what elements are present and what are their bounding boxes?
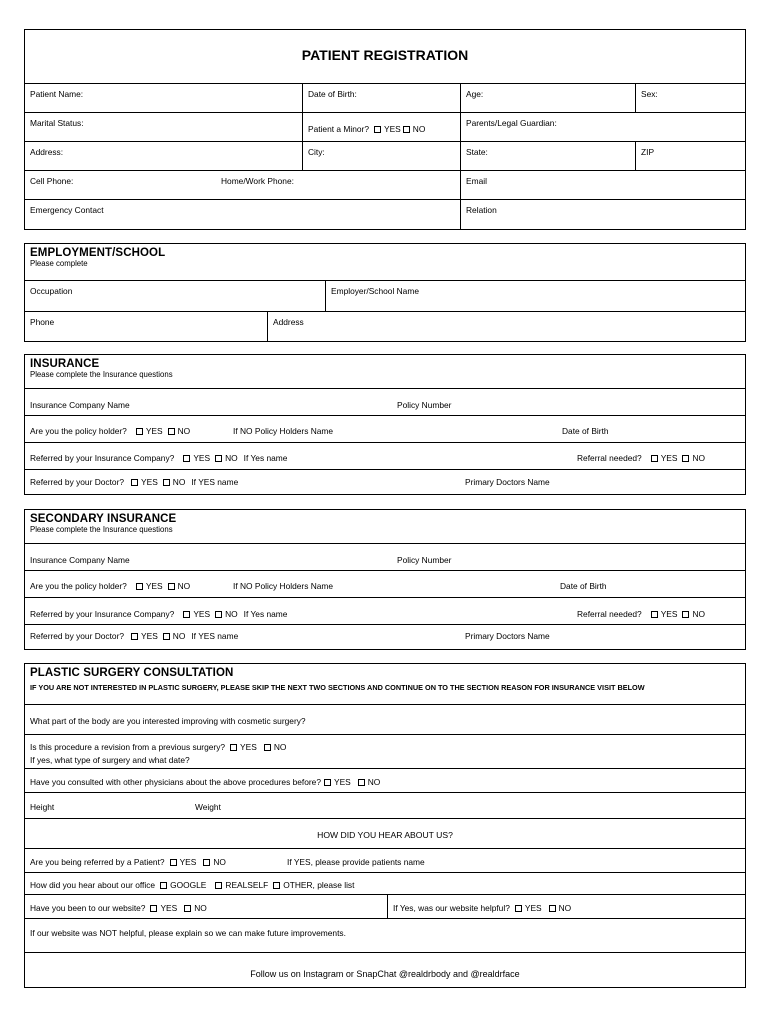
sec-ref-ins-no-checkbox[interactable] bbox=[215, 611, 222, 618]
revision-yes-checkbox[interactable] bbox=[230, 744, 237, 751]
state-field[interactable]: State: bbox=[460, 142, 635, 170]
ref-doc-yes-checkbox[interactable] bbox=[131, 479, 138, 486]
employer-field[interactable]: Employer/School Name bbox=[325, 281, 745, 311]
ref-doc-no-checkbox[interactable] bbox=[163, 479, 170, 486]
age-field[interactable]: Age: bbox=[460, 84, 635, 112]
realself-checkbox[interactable] bbox=[215, 882, 222, 889]
section-title: EMPLOYMENT/SCHOOL bbox=[30, 247, 166, 259]
other-checkbox[interactable] bbox=[273, 882, 280, 889]
sec-referral-no-checkbox[interactable] bbox=[682, 611, 689, 618]
ref-patient-yes-checkbox[interactable] bbox=[170, 859, 177, 866]
row-sec-referred: Referred by your Insurance Company? YES NO If Yes name Referral needed? YES NO bbox=[25, 597, 745, 624]
row-consulted: Have you consulted with other physicians about the above procedures before? YES NO bbox=[25, 768, 745, 792]
row-sec-doctor: Referred by your Doctor? YES NO If YES name Primary Doctors Name bbox=[25, 624, 745, 650]
section-subtitle: Please complete the Insurance questions bbox=[30, 370, 173, 379]
marital-status-field[interactable]: Marital Status: bbox=[30, 118, 84, 128]
sec-holder-yes-checkbox[interactable] bbox=[136, 583, 143, 590]
row-address bbox=[25, 141, 745, 170]
section-title: SECONDARY INSURANCE bbox=[30, 513, 177, 525]
row-name bbox=[25, 83, 745, 112]
consulted-yes-checkbox[interactable] bbox=[324, 779, 331, 786]
insurance-header bbox=[25, 355, 745, 388]
revision-no-checkbox[interactable] bbox=[264, 744, 271, 751]
holder-dob-label: Date of Birth bbox=[562, 426, 609, 436]
email-field[interactable]: Email bbox=[460, 171, 745, 199]
section-subtitle: Please complete the Insurance questions bbox=[30, 525, 173, 534]
row-phone bbox=[25, 170, 745, 199]
sec-holder-dob-label: Date of Birth bbox=[560, 581, 607, 591]
page-title: PATIENT REGISTRATION bbox=[301, 47, 469, 63]
minor-no-checkbox[interactable] bbox=[403, 126, 410, 133]
holder-yes-checkbox[interactable] bbox=[136, 428, 143, 435]
row-revision: Is this procedure a revision from a previous surgery? YES NO If yes, what type of surgery and what date? bbox=[25, 734, 745, 768]
row-ins-holder: Are you the policy holder? YES NO If NO Policy Holders Name Date of Birth bbox=[25, 415, 745, 442]
section-title: PLASTIC SURGERY CONSULTATION bbox=[30, 667, 234, 679]
row-sec-company[interactable] bbox=[25, 543, 745, 570]
row-hear-title bbox=[25, 818, 745, 848]
sec-ref-ins-yes-checkbox[interactable] bbox=[183, 611, 190, 618]
sec-primary-doctor-label: Primary Doctors Name bbox=[465, 631, 550, 641]
row-occupation bbox=[25, 280, 745, 311]
google-checkbox[interactable] bbox=[160, 882, 167, 889]
sex-field[interactable]: Sex: bbox=[635, 84, 745, 112]
patient-registration-section bbox=[24, 29, 746, 230]
sec-ref-doc-no-checkbox[interactable] bbox=[163, 633, 170, 640]
row-ins-doctor: Referred by your Doctor? YES NO If YES name Primary Doctors Name bbox=[25, 469, 745, 495]
sec-holder-no-checkbox[interactable] bbox=[168, 583, 175, 590]
referral-no-checkbox[interactable] bbox=[682, 455, 689, 462]
helpful-no-checkbox[interactable] bbox=[549, 905, 556, 912]
employment-section bbox=[24, 243, 746, 342]
row-not-helpful[interactable]: If our website was NOT helpful, please explain so we can make future improvements. bbox=[25, 918, 745, 952]
plastic-header bbox=[25, 664, 745, 704]
relation-field[interactable]: Relation bbox=[460, 200, 745, 229]
row-ins-company[interactable] bbox=[25, 388, 745, 415]
home-phone-label: Home/Work Phone: bbox=[221, 176, 294, 186]
guardian-field[interactable]: Parents/Legal Guardian: bbox=[460, 113, 745, 141]
row-body-part[interactable]: What part of the body are you interested improving with cosmetic surgery? bbox=[25, 704, 745, 734]
holder-name-label: If NO Policy Holders Name bbox=[233, 426, 334, 436]
sec-policy-label: Policy Number bbox=[397, 555, 452, 565]
row-emp-phone bbox=[25, 311, 745, 341]
sec-holder-name-label: If NO Policy Holders Name bbox=[233, 581, 334, 591]
section-title: INSURANCE bbox=[30, 358, 100, 370]
sec-company-label: Insurance Company Name bbox=[30, 555, 130, 565]
follow-us-text: Follow us on Instagram or SnapChat @realdrbody and @realdrface bbox=[250, 969, 520, 979]
referral-yes-checkbox[interactable] bbox=[651, 455, 658, 462]
skip-notice: IF YOU ARE NOT INTERESTED IN PLASTIC SURGERY, PLEASE SKIP THE NEXT TWO SECTIONS AND CONTINUE ON TO THE SECTION REASON FOR INSURANCE VISIT BELOW bbox=[30, 683, 645, 692]
city-field[interactable]: City: bbox=[302, 142, 460, 170]
row-website: Have you been to our website? YES NO If Yes, was our website helpful? YES NO bbox=[25, 894, 745, 918]
zip-field[interactable]: ZIP bbox=[635, 142, 745, 170]
section-subtitle: Please complete bbox=[30, 259, 88, 268]
row-marital bbox=[25, 112, 745, 141]
helpful-yes-checkbox[interactable] bbox=[515, 905, 522, 912]
phone-field[interactable]: Cell Phone: Home/Work Phone: bbox=[30, 176, 294, 186]
row-how-hear: How did you hear about our office GOOGLE REALSELF OTHER, please list bbox=[25, 872, 745, 894]
patient-name-field[interactable]: Patient Name: bbox=[30, 89, 84, 99]
row-sec-holder: Are you the policy holder? YES NO If NO Policy Holders Name Date of Birth bbox=[25, 570, 745, 597]
revision-detail-label: If yes, what type of surgery and what date? bbox=[30, 755, 190, 765]
patient-name-label: If YES, please provide patients name bbox=[287, 857, 425, 867]
website-yes-checkbox[interactable] bbox=[150, 905, 157, 912]
weight-label: Weight bbox=[195, 802, 221, 812]
insurance-section bbox=[24, 354, 746, 495]
row-follow bbox=[25, 952, 745, 984]
sec-referral-yes-checkbox[interactable] bbox=[651, 611, 658, 618]
minor-field: Patient a Minor? YES NO bbox=[302, 113, 460, 141]
sec-ref-doc-yes-checkbox[interactable] bbox=[131, 633, 138, 640]
row-emergency bbox=[25, 199, 745, 229]
occupation-field[interactable]: Occupation bbox=[30, 286, 73, 296]
emp-phone-field[interactable]: Phone bbox=[30, 317, 55, 327]
secondary-insurance-section bbox=[24, 509, 746, 650]
ref-ins-no-checkbox[interactable] bbox=[215, 455, 222, 462]
employment-header bbox=[25, 244, 745, 280]
hear-about-title: HOW DID YOU HEAR ABOUT US? bbox=[317, 830, 453, 840]
holder-no-checkbox[interactable] bbox=[168, 428, 175, 435]
emp-address-field[interactable]: Address bbox=[267, 312, 745, 341]
primary-doctor-label: Primary Doctors Name bbox=[465, 477, 550, 487]
policy-number-label: Policy Number bbox=[397, 400, 452, 410]
address-field[interactable]: Address: bbox=[30, 147, 64, 157]
emergency-contact-field[interactable]: Emergency Contact bbox=[30, 205, 104, 215]
consulted-no-checkbox[interactable] bbox=[358, 779, 365, 786]
ins-company-label: Insurance Company Name bbox=[30, 400, 130, 410]
website-no-checkbox[interactable] bbox=[184, 905, 191, 912]
row-ins-referred: Referred by your Insurance Company? YES NO If Yes name Referral needed? YES NO bbox=[25, 442, 745, 469]
row-referred-patient: Are you being referred by a Patient? YES NO If YES, please provide patients name bbox=[25, 848, 745, 872]
row-height-weight[interactable] bbox=[25, 792, 745, 818]
ref-patient-no-checkbox[interactable] bbox=[203, 859, 210, 866]
secondary-header bbox=[25, 510, 745, 543]
plastic-surgery-section bbox=[24, 663, 746, 988]
dob-field[interactable]: Date of Birth: bbox=[302, 84, 460, 112]
ref-ins-yes-checkbox[interactable] bbox=[183, 455, 190, 462]
height-label: Height bbox=[30, 802, 55, 812]
minor-yes-checkbox[interactable] bbox=[374, 126, 381, 133]
